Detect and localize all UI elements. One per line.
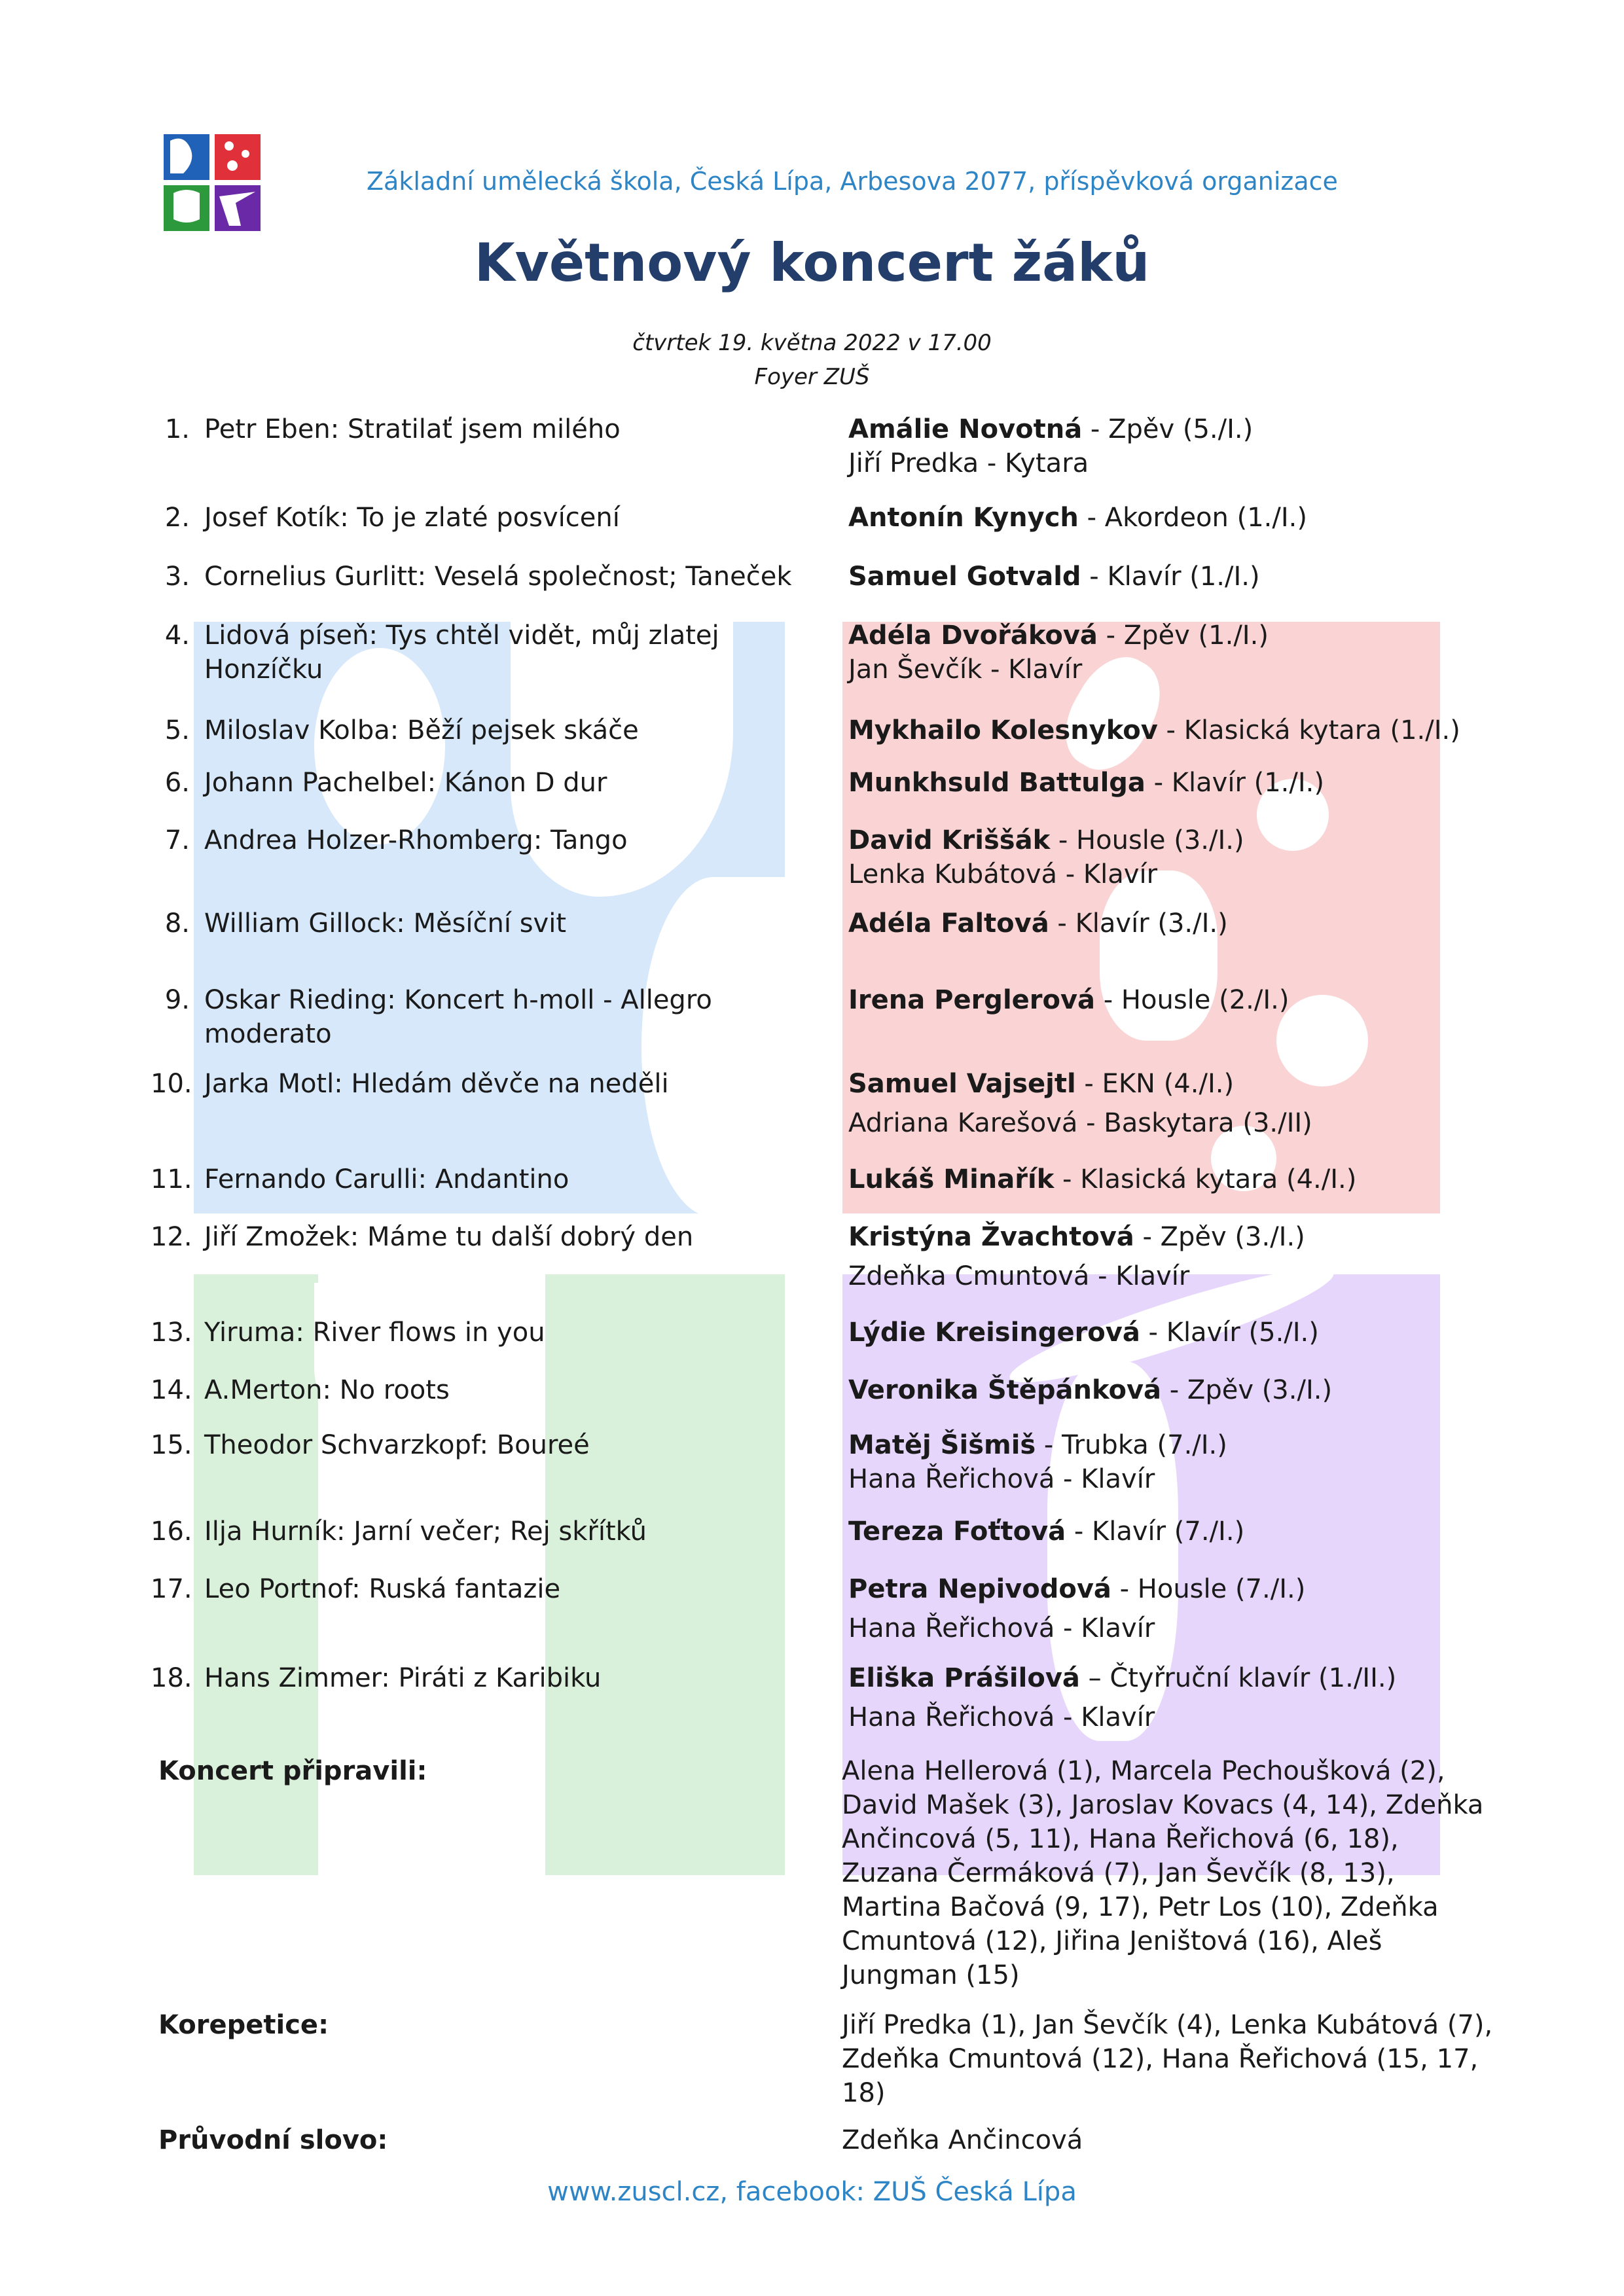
performer-name: Samuel Vajsejtl [848,1069,1076,1099]
piece-title: Theodor Schvarzkopf: Boureé [204,1430,590,1460]
footer-links[interactable]: www.zuscl.cz, facebook: ZUŠ Česká Lípa [547,2177,1077,2207]
performer-role: - Housle (3./I.) [1050,825,1244,855]
performer-name: Mykhailo Kolesnykov [848,715,1158,745]
performer-role: – Čtyřruční klavír (1./II.) [1079,1663,1397,1693]
piece-title: Yiruma: River flows in you [204,1318,545,1348]
performer [848,1064,1477,1143]
performer-name: Adéla Dvořáková [848,620,1098,651]
performer-role: - EKN (4./I.) [1075,1069,1235,1099]
performer-role: - Zpěv (3./I.) [1134,1222,1305,1252]
accompanist: Zdeňka Cmuntová - Klavír [848,1261,1190,1291]
item-number: 7. [164,825,190,855]
item-number: 2. [164,503,190,533]
performer-role: - Klavír (7./I.) [1066,1516,1245,1547]
performer [848,766,1477,800]
event-date-venue [0,326,1624,394]
bg-mask-hole [314,1283,543,1453]
performer-name: Adéla Faltová [848,908,1049,939]
piece-title: Lidová píseň: Tys chtěl vidět, můj zlatej Honzíčku [204,620,719,685]
item-number: 9. [164,985,190,1015]
prepared-line: Zuzana Čermáková (7), Jan Ševčík (8, 13), [842,1858,1395,1888]
performer-name: Samuel Gotvald [848,562,1081,592]
performer [848,1217,1477,1296]
item-number: 3. [164,562,190,592]
prepared-line: Martina Bačová (9, 17), Petr Los (10), Zdeňka [842,1892,1439,1922]
performer-role: - Klasická kytara (4./I.) [1054,1164,1357,1194]
prepared-line: David Mašek (3), Jaroslav Kovacs (4, 14), Zdeňka [842,1790,1484,1820]
accompaniment-line: Jiří Predka (1), Jan Ševčík (4), Lenka Kubátová (7), [842,2010,1493,2040]
performer-name: Antonín Kynych [848,503,1079,533]
performer-name: Amálie Novotná [848,414,1083,444]
piece-title: Jiří Zmožek: Máme tu další dobrý den [204,1222,694,1252]
performer [848,619,1477,687]
item-number: 5. [164,715,190,745]
performer [848,501,1477,535]
performer-role: - Klavír (3./I.) [1049,908,1228,939]
performer [848,1316,1477,1350]
prepared-line: Jungman (15) [842,1960,1020,1990]
page-title: Květnový koncert žáků [474,232,1150,293]
accompanist: Jan Ševčík - Klavír [848,655,1083,685]
prepared-line: Alena Hellerová (1), Marcela Pechoušková (2), [842,1756,1445,1786]
performer-role: - Housle (2./I.) [1095,985,1290,1015]
event-venue: Foyer ZUŠ [754,364,870,390]
performer-role: - Housle (7./I.) [1111,1574,1306,1604]
performer [848,560,1477,594]
prepared-label: Koncert připravili: [158,1756,427,1786]
school-logo [164,134,261,231]
accompaniment-line: 18) [842,2078,886,2108]
performer [848,983,1477,1017]
prepared-list [842,1754,1509,1992]
accompanist: Adriana Karešová - Baskytara (3./II) [848,1108,1312,1138]
speech-label: Průvodní slovo: [158,2125,388,2155]
item-number: 18. [151,1663,192,1693]
item-number: 6. [164,768,190,798]
performer [848,906,1477,941]
item-number: 13. [151,1318,192,1348]
piece-title: Josef Kotík: To je zlaté posvícení [204,503,620,533]
performer-name: Lukáš Minařík [848,1164,1055,1194]
performer-role: - Trubka (7./I.) [1036,1430,1227,1460]
item-number: 11. [151,1164,192,1194]
item-number: 4. [164,620,190,651]
piece-title: William Gillock: Měsíční svit [204,908,567,939]
piece-title: Petr Eben: Stratilať jsem milého [204,414,621,444]
accompanist: Hana Řeřichová - Klavír [848,1613,1155,1643]
performer-name: Matěj Šišmiš [848,1430,1036,1460]
prepared-line: Cmuntová (12), Jiřina Jeništová (16), Aleš [842,1926,1382,1956]
performer-role: - Klavír (5./I.) [1140,1318,1319,1348]
performer [848,713,1477,747]
piece-title: Miloslav Kolba: Běží pejsek skáče [204,715,639,745]
piece-title: Johann Pachelbel: Kánon D dur [204,768,607,798]
prepared-line: Ančincová (5, 11), Hana Řeřichová (6, 18), [842,1824,1399,1854]
performer [848,1428,1477,1496]
piece-title: Jarka Motl: Hledám děvče na neděli [204,1069,669,1099]
item-number: 12. [151,1222,192,1252]
piece-title: Ilja Hurník: Jarní večer; Rej skřítků [204,1516,647,1547]
accompanist: Hana Řeřichová - Klavír [848,1702,1155,1732]
item-number: 14. [151,1375,192,1405]
performer-name: Petra Nepivodová [848,1574,1111,1604]
performer-role: - Klavír (1./I.) [1081,562,1260,592]
performer-name: David Kriššák [848,825,1051,855]
performer-name: Lýdie Kreisingerová [848,1318,1140,1348]
performer [848,1373,1477,1407]
piece-title: Andrea Holzer-Rhomberg: Tango [204,825,628,855]
accompanist: Lenka Kubátová - Klavír [848,859,1158,889]
accompaniment-line: Zdeňka Cmuntová (12), Hana Řeřichová (15, 17, [842,2044,1479,2074]
event-date: čtvrtek 19. května 2022 v 17.00 [632,330,992,356]
performer-role: - Klavír (1./I.) [1145,768,1324,798]
piece-title: Fernando Carulli: Andantino [204,1164,569,1194]
performer-name: Munkhsuld Battulga [848,768,1146,798]
performer [848,1659,1477,1737]
item-number: 15. [151,1430,192,1460]
piece-title: A.Merton: No roots [204,1375,450,1405]
performer-name: Irena Perglerová [848,985,1096,1015]
accompaniment-label: Korepetice: [158,2010,329,2040]
speech-value: Zdeňka Ančincová [842,2125,1083,2155]
performer-role: - Zpěv (3./I.) [1161,1375,1333,1405]
item-number: 1. [164,414,190,444]
performer-role: - Akordeon (1./I.) [1078,503,1307,533]
accompanist: Hana Řeřichová - Klavír [848,1464,1155,1494]
accompanist: Jiří Predka - Kytara [848,448,1089,478]
performer [848,1570,1477,1648]
school-logo-graphic [164,134,261,231]
performer [848,1162,1477,1196]
performer-role: - Klasická kytara (1./I.) [1157,715,1460,745]
item-number: 17. [151,1574,192,1604]
performer-name: Tereza Foťtová [848,1516,1066,1547]
performer [848,823,1477,891]
performer [848,1515,1477,1549]
performer-name: Kristýna Žvachtová [848,1222,1134,1252]
performer-role: - Zpěv (1./I.) [1097,620,1269,651]
organization-name: Základní umělecká škola, Česká Lípa, Arbesova 2077, příspěvková organizace [367,167,1338,196]
item-number: 10. [151,1069,192,1099]
piece-title: Cornelius Gurlitt: Veselá společnost; Taneček [204,562,792,592]
performer-name: Veronika Štěpánková [848,1375,1162,1405]
performer-name: Eliška Prášilová [848,1663,1080,1693]
piece-title: Hans Zimmer: Piráti z Karibiku [204,1663,602,1693]
item-number: 8. [164,908,190,939]
performer-role: - Zpěv (5./I.) [1082,414,1254,444]
performer [848,412,1477,480]
accompaniment-list [842,2008,1509,2110]
piece-title: Oskar Rieding: Koncert h-moll - Allegro moderato [204,985,712,1049]
piece-title: Leo Portnof: Ruská fantazie [204,1574,561,1604]
item-number: 16. [151,1516,192,1547]
